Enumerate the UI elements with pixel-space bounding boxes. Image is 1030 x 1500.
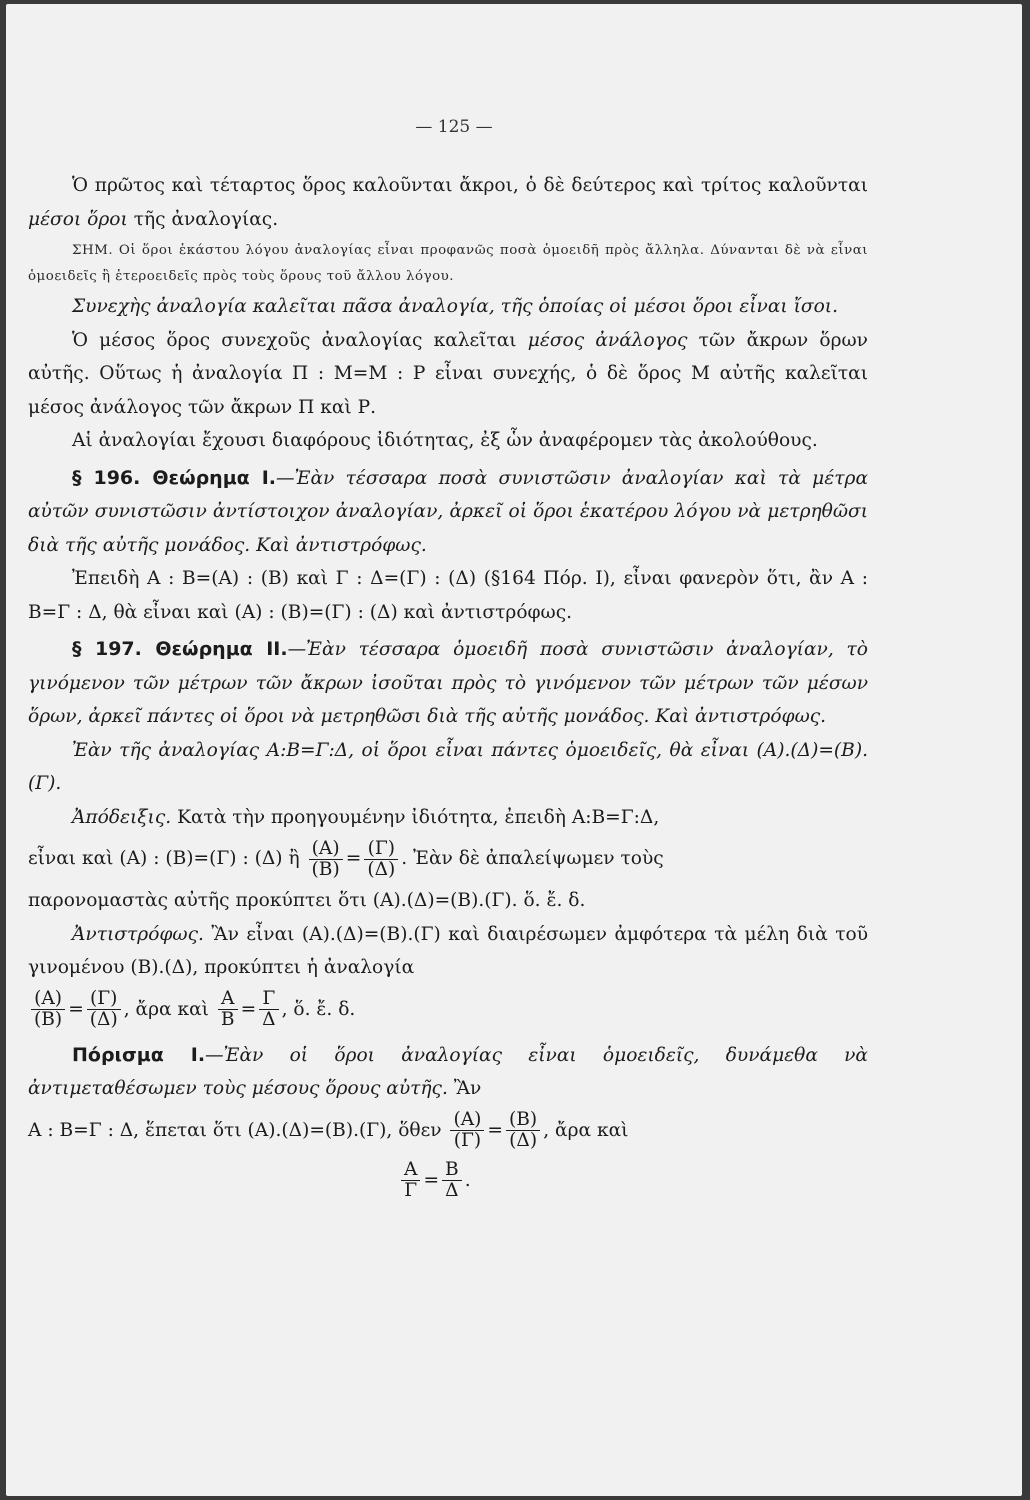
fraction: $\frac{(A)}{(B)}$ bbox=[31, 989, 65, 1029]
converse-paragraph: Ἀντιστρόφως. Ἂν εἶναι (Α).(Δ)=(Β).(Γ) καὶ διαιρέσωμεν ἀμφότερα τὰ μέλη διὰ τοῦ γινομένου (Β).(Δ), προκύπτει ἡ ἀναλογία bbox=[28, 923, 868, 978]
theorem-1-proof: Ἐπειδὴ Α : Β=(Α) : (Β) καὶ Γ : Δ=(Γ) : (Δ) (§164 Πόρ. I), εἶναι φανερὸν ὅτι, ἂν Α : Β=Γ : Δ, θὰ εἶναι καὶ (Α) : (Β)=(Γ) : (Δ) καὶ ἀντιστρόφως. bbox=[28, 568, 868, 623]
fraction: $\frac{(A)}{(B)}$ bbox=[309, 839, 343, 879]
corollary-1-heading: Πόρισμα I. bbox=[72, 1043, 206, 1066]
corollary-1: Πόρισμα I.—Ἐὰν οἱ ὅροι ἀναλογίας εἶναι ὁμοειδεῖς, δυνάμεθα νὰ ἀντιμεταθέσωμεν τοὺς μέσους ὅρους αὐτῆς. Ἂν bbox=[28, 1043, 868, 1099]
theorem-2-proof-equation: εἶναι καὶ (Α) : (Β)=(Γ) : (Δ) ἢ $\frac{(A)}{(B)}$ = $\frac{(\Gamma)}{(\Delta)}$ . Ἐὰν δὲ ἀπαλείψωμεν τοὺς bbox=[28, 837, 664, 880]
mean-proportional-paragraph: Ὁ μέσος ὅρος συνεχοῦς ἀναλογίας καλεῖται μέσος ἀνάλογος τῶν ἄκρων ὅρων αὐτῆς. Οὕτως ἡ ἀναλογία Π : Μ=Μ : Ρ εἶναι συνεχής, ὁ δὲ ὅρος Μ αὐτῆς καλεῖται μέσος ἀνάλογος τῶν ἄκρων Π καὶ Ρ. bbox=[28, 329, 868, 418]
theorem-2-heading: § 197. Θεώρημα II. bbox=[72, 638, 288, 660]
fraction: $\frac{(B)}{(\Delta)}$ bbox=[506, 1110, 540, 1150]
converse-equation: $\frac{(A)}{(B)}$ = $\frac{(\Gamma)}{(\Delta)}$ , ἄρα καὶ $\frac{A}{B}$ = $\frac{\Gamma}{\Delta}$ , ὅ. ἔ. δ. bbox=[28, 985, 868, 1035]
book-page bbox=[6, 4, 1022, 1496]
page-number: — 125 — bbox=[415, 117, 493, 137]
fraction: $\frac{A}{B}$ bbox=[218, 989, 238, 1029]
continuous-definition: Συνεχὴς ἀναλογία καλεῖται πᾶσα ἀναλογία, τῆς ὁποίας οἱ μέσοι ὅροι εἶναι ἴσοι. bbox=[72, 296, 838, 317]
corollary-1-result: $\frac{A}{\Gamma}$ = $\frac{B}{\Delta}$ . bbox=[28, 1156, 868, 1206]
theorem-2: § 197. Θεώρημα II.—Ἐὰν τέσσαρα ὁμοειδῆ ποσὰ συνιστῶσιν ἀναλογίαν, τὸ γινόμενον τῶν μέτρων τῶν ἄκρων ἰσοῦται πρὸς τὸ γινόμενον τῶν μέτρων τῶν μέσων ὅρων, ἀρκεῖ πάντες οἱ ὅροι νὰ μετρηθῶσι διὰ τῆς αὐτῆς μονάδος. Καὶ ἀντιστρόφως. bbox=[28, 638, 868, 727]
theorem-2-proof-intro: Ἀπόδειξις. Κατὰ τὴν προηγουμένην ἰδιότητα, ἐπειδὴ Α:Β=Γ:Δ, bbox=[72, 806, 660, 828]
theorem-1-heading: § 196. Θεώρημα I. bbox=[72, 466, 277, 489]
paragraph-extremes: Ὁ πρῶτος καὶ τέταρτος ὅρος καλοῦνται ἄκροι, ὁ δὲ δεύτερος καὶ τρίτος καλοῦνται μέσοι ὅροι τῆς ἀναλογίας. bbox=[28, 175, 868, 230]
theorem-2-proof-end: παρονομαστὰς αὐτῆς προκύπτει ὅτι (Α).(Δ)=(Β).(Γ). ὅ. ἔ. δ. bbox=[28, 890, 586, 911]
fraction: $\frac{\Gamma}{\Delta}$ bbox=[259, 989, 278, 1029]
theorem-1: § 196. Θεώρημα I.—Ἐὰν τέσσαρα ποσὰ συνιστῶσιν ἀναλογίαν καὶ τὰ μέτρα αὐτῶν συνιστῶσιν ἀντίστοιχον ἀναλογίαν, ἀρκεῖ οἱ ὅροι ἑκατέρου λόγου νὰ μετρηθῶσι διὰ τῆς αὐτῆς μονάδος. Καὶ ἀντιστρόφως. bbox=[28, 466, 868, 556]
properties-paragraph: Αἱ ἀναλογίαι ἔχουσι διαφόρους ἰδιότητας, ἐξ ὧν ἀναφέρομεν τὰς ἀκολούθους. bbox=[72, 430, 818, 451]
theorem-2-statement: Ἐὰν τῆς ἀναλογίας Α:Β=Γ:Δ, οἱ ὅροι εἶναι πάντες ὁμοειδεῖς, θὰ εἶναι (Α).(Δ)=(Β).(Γ). bbox=[28, 739, 868, 794]
note-paragraph: ΣΗΜ. Οἱ ὅροι ἑκάστου λόγου ἀναλογίας εἶναι προφανῶς ποσὰ ὁμοειδῆ πρὸς ἄλληλα. Δύνανται δὲ νὰ εἶναι ὁμοειδεῖς ἢ ἑτεροειδεῖς πρὸς τοὺς ὅρους τοῦ ἄλλου λόγου. bbox=[28, 243, 868, 284]
fraction: $\frac{(A)}{(\Gamma)}$ bbox=[450, 1110, 484, 1150]
page-body bbox=[28, 169, 868, 1206]
fraction: $\frac{B}{\Delta}$ bbox=[442, 1160, 462, 1200]
fraction: $\frac{A}{\Gamma}$ bbox=[401, 1160, 420, 1200]
fraction: $\frac{(\Gamma)}{(\Delta)}$ bbox=[87, 989, 121, 1029]
fraction: $\frac{(\Gamma)}{(\Delta)}$ bbox=[364, 839, 398, 879]
corollary-1-equation: Α : Β=Γ : Δ, ἕπεται ὅτι (Α).(Δ)=(Β).(Γ), ὅθεν $\frac{(A)}{(\Gamma)}$ = $\frac{(B)}{(\Delta)}$ , ἄρα καὶ bbox=[28, 1109, 629, 1151]
